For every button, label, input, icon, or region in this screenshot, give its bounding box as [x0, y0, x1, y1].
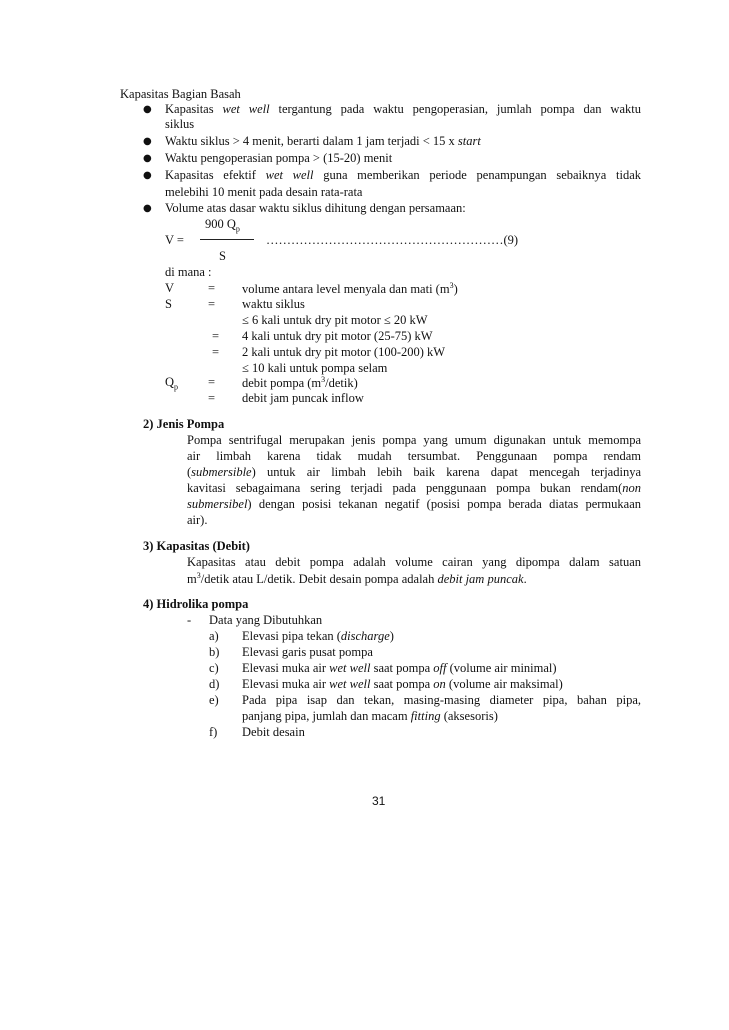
def-s-item-3-equals: = [212, 345, 220, 359]
def-s-item-3: 2 kali untuk dry pit motor (100-200) kW [242, 345, 446, 359]
bullet-icon: ● [143, 153, 152, 164]
list-item-d: Elevasi muka air wet well saat pompa on (volume air maksimal) [242, 677, 563, 691]
def-q-equals: = [208, 375, 216, 389]
def-v-desc: volume antara level menyala dan mati $(m^3)$ [242, 281, 458, 297]
list-label-c: c) [209, 661, 219, 675]
bullet-1-line-2: siklus [165, 117, 195, 131]
bullet-2: Waktu siklus > 4 menit, berarti dalam 1 jam terjadi < 15 x start [165, 134, 481, 148]
section-3-line-2: $m^3$/detik atau L/detik. Debit desain pompa adalah debit jam puncak. [187, 571, 527, 587]
formula-numerator: 900 $Q_p$ [205, 217, 240, 234]
bullet-icon: ● [143, 104, 152, 115]
section-2-line-2: air limbah karena tidak mudah tersumbat. Penggunaan pompa rendam [187, 449, 641, 463]
list-item-e-line-2: panjang pipa, jumlah dan macam fitting (aksesoris) [242, 709, 498, 723]
def-q-symbol: $Q_p$ [165, 375, 179, 392]
bullet-4-line-2: melebihi 10 menit pada desain rata-rata [165, 185, 363, 199]
list-item-e-line-1: Pada pipa isap dan tekan, masing-masing diameter pipa, bahan pipa, [242, 693, 641, 707]
bullet-3: Waktu pengoperasian pompa > (15-20) menit [165, 151, 393, 165]
section-3-title: 3) Kapasitas (Debit) [143, 539, 250, 553]
def-q-desc: debit pompa $(m^3/detik)$ [242, 375, 358, 391]
formula-denominator: S [219, 249, 226, 263]
section-4-subtitle: Data yang Dibutuhkan [209, 613, 323, 627]
bullet-icon: ● [143, 136, 152, 147]
def-s-item-4: ≤ 10 kali untuk pompa selam [242, 361, 388, 375]
def-s-symbol: S [165, 297, 172, 311]
formula-lhs: V = [165, 233, 184, 247]
def-v-equals: = [208, 281, 216, 295]
section-2-title: 2) Jenis Pompa [143, 417, 225, 431]
section-2-line-5: submersibel) dengan posisi tekanan negatif (posisi pompa berada diatas permukaan [187, 497, 641, 511]
section-2-line-4: kavitasi sebagaimana sering terjadi pada penggunaan pompa bukan rendam(non [187, 481, 641, 495]
list-label-e: e) [209, 693, 219, 707]
section-heading: Kapasitas Bagian Basah [120, 87, 241, 101]
list-label-b: b) [209, 645, 220, 659]
bullet-5: Volume atas dasar waktu siklus dihitung dengan persamaan: [165, 201, 466, 215]
section-4-title: 4) Hidrolika pompa [143, 597, 249, 611]
fraction-bar [200, 239, 254, 240]
def-s-equals: = [208, 297, 216, 311]
def-s-item-2: 4 kali untuk dry pit motor (25-75) kW [242, 329, 433, 343]
section-2-line-3: (submersible) untuk air limbah lebih baik karena dapat mencegah terjadinya [187, 465, 641, 479]
def-q2-equals: = [208, 391, 216, 405]
list-item-b: Elevasi garis pusat pompa [242, 645, 373, 659]
bullet-icon: ● [143, 203, 152, 214]
definitions-intro: di mana : [165, 265, 212, 279]
list-item-f: Debit desain [242, 725, 305, 739]
bullet-4-line-1: Kapasitas efektif wet well guna memberikan periode penampungan sebaiknya tidak [165, 168, 641, 182]
list-item-a: Elevasi pipa tekan (discharge) [242, 629, 394, 643]
def-q2-desc: debit jam puncak inflow [242, 391, 364, 405]
def-s-item-1: ≤ 6 kali untuk dry pit motor ≤ 20 kW [242, 313, 428, 327]
def-v-symbol: V [165, 281, 175, 295]
section-2-line-6: air). [187, 513, 208, 527]
list-label-d: d) [209, 677, 220, 691]
page-number: 31 [372, 794, 386, 808]
def-s-desc: waktu siklus [242, 297, 305, 311]
def-s-item-2-equals: = [212, 329, 220, 343]
bullet-icon: ● [143, 170, 152, 181]
section-4-dash: - [187, 613, 192, 627]
section-2-line-1: Pompa sentrifugal merupakan jenis pompa yang umum digunakan untuk memompa [187, 433, 641, 447]
section-3-line-1: Kapasitas atau debit pompa adalah volume cairan yang dipompa dalam satuan [187, 555, 641, 569]
formula-dots: …………………………………………………(9) [266, 233, 519, 247]
list-label-a: a) [209, 629, 219, 643]
list-label-f: f) [209, 725, 218, 739]
list-item-c: Elevasi muka air wet well saat pompa off (volume air minimal) [242, 661, 557, 675]
bullet-1-line-1: Kapasitas wet well tergantung pada waktu pengoperasian, jumlah pompa dan waktu [165, 102, 641, 116]
